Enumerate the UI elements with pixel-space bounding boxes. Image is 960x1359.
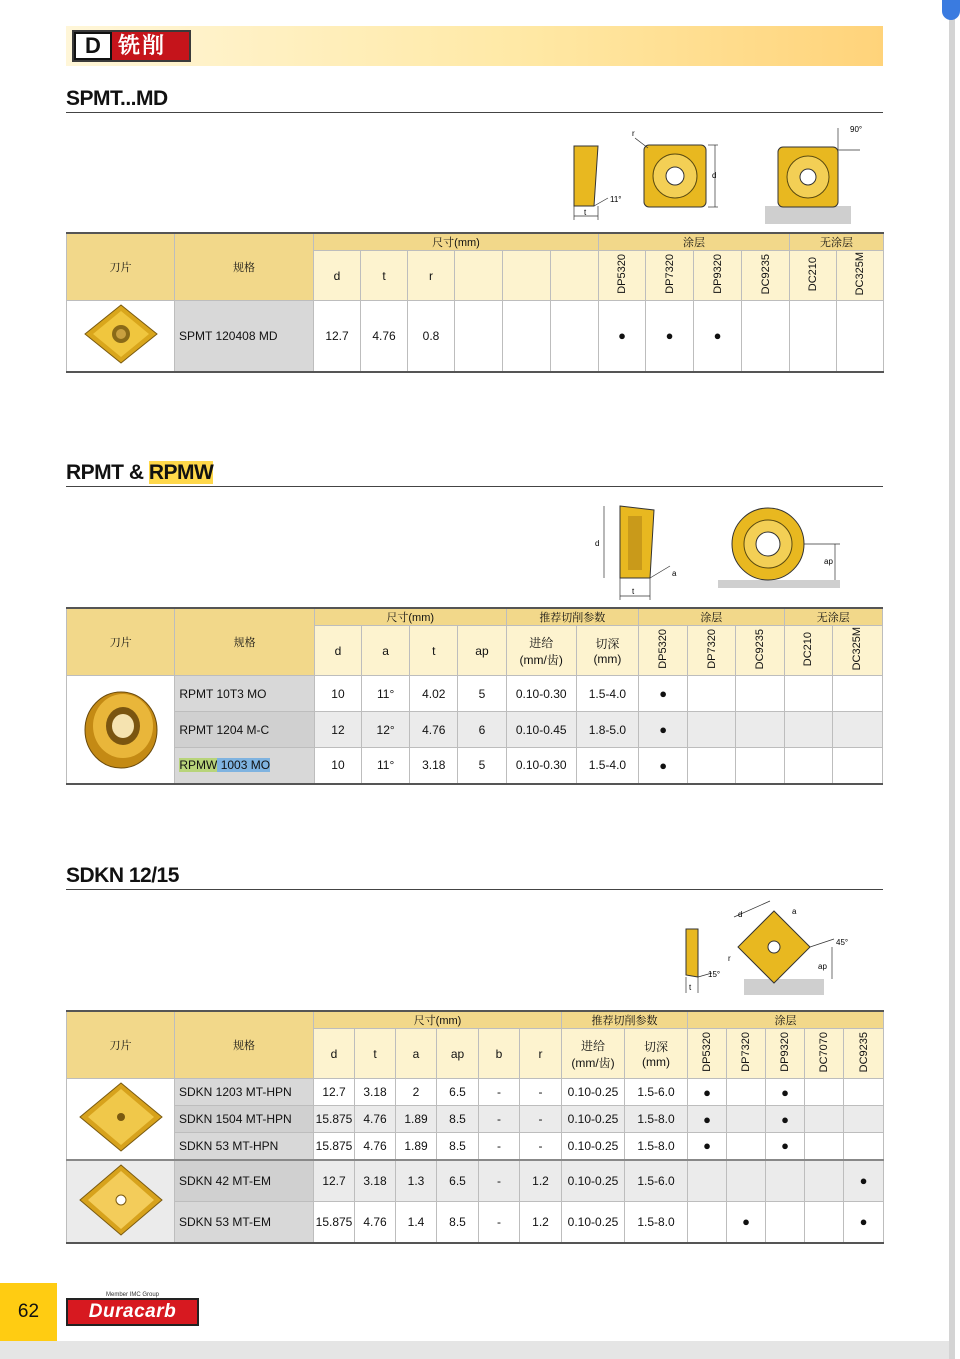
cell-d: 15.875 xyxy=(314,1201,355,1243)
header-empty xyxy=(551,251,599,301)
grade-header: DC9235 xyxy=(753,628,766,670)
cell-t: 4.76 xyxy=(355,1201,396,1243)
dim-t-label: t xyxy=(584,208,587,217)
header-empty xyxy=(455,251,503,301)
spec-cell: SDKN 1504 MT-HPN xyxy=(175,1106,314,1133)
grade-cell xyxy=(766,1201,805,1243)
header-feed: 进给 (mm/齿) xyxy=(506,626,576,676)
cell-ap: 6.5 xyxy=(437,1160,479,1202)
section-divider xyxy=(66,112,883,113)
dim-d-label: d xyxy=(738,910,743,919)
grade-cell: ● xyxy=(727,1201,766,1243)
header-d: d xyxy=(314,626,361,676)
dim-ap-label: ap xyxy=(824,557,833,566)
grade-cell xyxy=(844,1133,884,1160)
spmt-diagram xyxy=(560,120,863,225)
cell-r: 0.8 xyxy=(408,301,455,372)
grade-cell: ● xyxy=(844,1160,884,1202)
grade-cell xyxy=(805,1160,844,1202)
cell-d: 12.7 xyxy=(314,301,361,372)
spec-cell: SDKN 42 MT-EM xyxy=(175,1160,314,1202)
cell-ap: 8.5 xyxy=(437,1201,479,1243)
grade-cell xyxy=(805,1079,844,1106)
grade-cell xyxy=(736,748,784,784)
grade-header: DC9235 xyxy=(759,253,772,295)
header-dims: 尺寸(mm) xyxy=(314,608,506,626)
cell-a: 1.89 xyxy=(396,1106,437,1133)
page-number: 62 xyxy=(0,1283,57,1341)
header-t: t xyxy=(361,251,408,301)
header-depth: 切深 (mm) xyxy=(576,626,638,676)
cell-feed: 0.10-0.25 xyxy=(562,1106,625,1133)
dim-r-label: r xyxy=(728,954,731,963)
table-row xyxy=(67,1079,884,1106)
dim-t-label: t xyxy=(632,587,635,596)
spec-cell: SDKN 53 MT-EM xyxy=(175,1201,314,1243)
grade-cell xyxy=(805,1133,844,1160)
grade-cell: ● xyxy=(766,1106,805,1133)
cell-depth: 1.5-6.0 xyxy=(625,1079,688,1106)
grade-cell xyxy=(784,748,832,784)
table-row xyxy=(67,676,883,712)
header-ap: ap xyxy=(437,1029,479,1079)
angle-45-label: 45° xyxy=(836,938,849,947)
header-spec: 规格 xyxy=(175,233,314,301)
dim-a-label: a xyxy=(792,907,797,916)
grade-cell xyxy=(688,712,736,748)
grade-header: DC7070 xyxy=(818,1031,830,1073)
grade-header: DP5320 xyxy=(616,254,628,294)
cell-t: 4.76 xyxy=(410,712,458,748)
grade-cell xyxy=(736,712,784,748)
table-row xyxy=(67,712,883,748)
cell-r: 1.2 xyxy=(520,1201,562,1243)
grade-cell xyxy=(727,1079,766,1106)
grade-header: DP7320 xyxy=(705,629,718,669)
grade-header: DC210 xyxy=(802,631,815,667)
header-coated: 涂层 xyxy=(639,608,785,626)
grade-cell: ● xyxy=(639,712,688,748)
sdkn-table xyxy=(66,1010,884,1244)
cell-ap: 8.5 xyxy=(437,1106,479,1133)
dim-t-label: t xyxy=(689,983,692,992)
header-dims: 尺寸(mm) xyxy=(314,1011,562,1029)
cell-r: - xyxy=(520,1133,562,1160)
insert-image-sdkn-hpn xyxy=(67,1079,175,1160)
grade-cell xyxy=(727,1160,766,1202)
grade-cell xyxy=(844,1106,884,1133)
header-r: r xyxy=(408,251,455,301)
grade-cell xyxy=(805,1106,844,1133)
angle-15-label: 15° xyxy=(708,970,721,979)
cell-a: 1.4 xyxy=(396,1201,437,1243)
grade-cell xyxy=(742,301,790,372)
header-insert: 刀片 xyxy=(67,608,175,676)
section-divider xyxy=(66,889,883,890)
cell-feed: 0.10-0.25 xyxy=(562,1133,625,1160)
spec-cell: SDKN 53 MT-HPN xyxy=(175,1133,314,1160)
header-ap: ap xyxy=(458,626,506,676)
grade-cell: ● xyxy=(766,1133,805,1160)
rpmt-diagram xyxy=(590,496,850,606)
header-cut: 推荐切削参数 xyxy=(506,608,638,626)
cell-d: 15.875 xyxy=(314,1106,355,1133)
grade-header: DP7320 xyxy=(740,1032,752,1072)
cell-t: 3.18 xyxy=(355,1160,396,1202)
grade-cell xyxy=(688,676,736,712)
cell-depth: 1.5-4.0 xyxy=(576,676,638,712)
cell-depth: 1.5-8.0 xyxy=(625,1106,688,1133)
section-title-spmt: SPMT...MD xyxy=(66,87,168,110)
grade-cell xyxy=(727,1133,766,1160)
grade-cell xyxy=(837,301,884,372)
grade-cell xyxy=(832,712,882,748)
grade-cell: ● xyxy=(766,1079,805,1106)
cell-b: - xyxy=(479,1133,520,1160)
cell-ap: 5 xyxy=(458,748,506,784)
spec-cell: RPMT 10T3 MO xyxy=(175,676,315,712)
cell-a: 2 xyxy=(396,1079,437,1106)
grade-header: DC9235 xyxy=(857,1031,870,1073)
cell-t: 3.18 xyxy=(410,748,458,784)
cell-depth: 1.8-5.0 xyxy=(576,712,638,748)
cell-empty xyxy=(455,301,503,372)
insert-image-rpmt xyxy=(67,676,175,784)
logo-letter: D xyxy=(74,32,112,60)
header-empty xyxy=(503,251,551,301)
grade-cell: ● xyxy=(844,1201,884,1243)
table-row xyxy=(67,1106,884,1133)
cell-b: - xyxy=(479,1160,520,1202)
grade-cell xyxy=(832,676,882,712)
cell-feed: 0.10-0.30 xyxy=(506,676,576,712)
cell-depth: 1.5-8.0 xyxy=(625,1133,688,1160)
cell-ap: 6 xyxy=(458,712,506,748)
header-uncoated: 无涂层 xyxy=(790,233,884,251)
header-a: a xyxy=(362,626,410,676)
grade-header: DP5320 xyxy=(701,1032,713,1072)
cell-r: 1.2 xyxy=(520,1160,562,1202)
title-part: RPMT & xyxy=(66,461,149,484)
grade-cell: ● xyxy=(694,301,742,372)
cell-feed: 0.10-0.45 xyxy=(506,712,576,748)
header-coated: 涂层 xyxy=(688,1011,884,1029)
insert-image-sdkn-em xyxy=(67,1160,175,1243)
grade-cell xyxy=(688,748,736,784)
header-spec: 规格 xyxy=(175,1011,314,1079)
cell-t: 4.76 xyxy=(361,301,408,372)
spec-highlight: RPMW xyxy=(179,758,218,773)
spec-selection: 1003 MO xyxy=(217,758,271,773)
grade-cell xyxy=(790,301,837,372)
dim-ap-label: ap xyxy=(818,962,827,971)
table-row xyxy=(67,1201,884,1243)
spmt-table xyxy=(66,232,884,373)
cell-a: 11° xyxy=(362,676,410,712)
grade-header: DP5320 xyxy=(657,629,670,669)
grade-header: DP7320 xyxy=(663,254,676,294)
dim-d-label: d xyxy=(595,539,600,548)
cell-depth: 1.5-8.0 xyxy=(625,1201,688,1243)
cell-a: 1.3 xyxy=(396,1160,437,1202)
header-cut: 推荐切削参数 xyxy=(562,1011,688,1029)
header-coated: 涂层 xyxy=(599,233,790,251)
cell-ap: 6.5 xyxy=(437,1079,479,1106)
grade-cell xyxy=(805,1201,844,1243)
grade-cell xyxy=(784,712,832,748)
header-b: b xyxy=(479,1029,520,1079)
cell-b: - xyxy=(479,1201,520,1243)
cell-b: - xyxy=(479,1106,520,1133)
grade-cell: ● xyxy=(639,676,688,712)
cell-a: 11° xyxy=(362,748,410,784)
header-a: a xyxy=(396,1029,437,1079)
cell-feed: 0.10-0.25 xyxy=(562,1201,625,1243)
header-r: r xyxy=(520,1029,562,1079)
header-dims: 尺寸(mm) xyxy=(314,233,599,251)
section-divider xyxy=(66,486,883,487)
category-title: 铣削 xyxy=(118,33,167,58)
cell-d: 10 xyxy=(314,676,361,712)
grade-cell xyxy=(688,1201,727,1243)
cell-b: - xyxy=(479,1079,520,1106)
cell-t: 4.76 xyxy=(355,1133,396,1160)
cell-feed: 0.10-0.25 xyxy=(562,1079,625,1106)
dim-r-label: r xyxy=(632,129,635,138)
cell-feed: 0.10-0.30 xyxy=(506,748,576,784)
header-feed: 进给 (mm/齿) xyxy=(562,1029,625,1079)
cell-empty xyxy=(503,301,551,372)
brand-logo: Duracarb xyxy=(66,1298,199,1326)
cell-d: 12.7 xyxy=(314,1160,355,1202)
header-d: d xyxy=(314,1029,355,1079)
spec-cell: SDKN 1203 MT-HPN xyxy=(175,1079,314,1106)
brand-subtitle: Member IMC Group xyxy=(106,1292,160,1298)
spec-cell: RPMT 1204 M-C xyxy=(175,712,315,748)
angle-label: 11° xyxy=(610,195,622,204)
cell-d: 12 xyxy=(314,712,361,748)
header-spec: 规格 xyxy=(175,608,315,676)
grade-header: DC325M xyxy=(851,627,864,671)
grade-header: DP9320 xyxy=(711,254,724,294)
cell-ap: 5 xyxy=(458,676,506,712)
viewer-scrollbar[interactable] xyxy=(949,0,955,1359)
table-row xyxy=(67,1133,884,1160)
grade-cell: ● xyxy=(646,301,694,372)
section-title-rpmt xyxy=(66,461,213,485)
cell-r: - xyxy=(520,1106,562,1133)
cell-t: 4.76 xyxy=(355,1106,396,1133)
bottom-bar xyxy=(0,1341,955,1359)
cell-ap: 8.5 xyxy=(437,1133,479,1160)
cell-a: 12° xyxy=(362,712,410,748)
grade-cell: ● xyxy=(688,1106,727,1133)
grade-header: DC325M xyxy=(854,252,866,296)
grade-header: DP9320 xyxy=(779,1032,791,1072)
table-row xyxy=(67,748,883,784)
grade-cell: ● xyxy=(599,301,646,372)
rpmt-table xyxy=(66,607,883,785)
grade-cell: ● xyxy=(639,748,688,784)
header-t: t xyxy=(410,626,458,676)
cell-a: 1.89 xyxy=(396,1133,437,1160)
cell-d: 10 xyxy=(314,748,361,784)
insert-image-spmt xyxy=(67,301,175,372)
grade-cell xyxy=(844,1079,884,1106)
table-row xyxy=(67,1160,884,1202)
table-row xyxy=(67,301,884,372)
cell-t: 3.18 xyxy=(355,1079,396,1106)
grade-cell: ● xyxy=(688,1133,727,1160)
angle-90-label: 90° xyxy=(850,125,863,134)
cell-depth: 1.5-6.0 xyxy=(625,1160,688,1202)
cell-feed: 0.10-0.25 xyxy=(562,1160,625,1202)
title-highlight: RPMW xyxy=(148,461,214,484)
cell-d: 12.7 xyxy=(314,1079,355,1106)
grade-cell xyxy=(727,1106,766,1133)
grade-cell xyxy=(688,1160,727,1202)
grade-cell xyxy=(832,748,882,784)
header-uncoated: 无涂层 xyxy=(784,608,882,626)
grade-header: DC210 xyxy=(807,256,819,292)
grade-cell xyxy=(766,1160,805,1202)
sdkn-diagram xyxy=(676,897,856,999)
dim-a-label: a xyxy=(672,569,677,578)
grade-cell xyxy=(784,676,832,712)
header-insert: 刀片 xyxy=(67,1011,175,1079)
cell-t: 4.02 xyxy=(410,676,458,712)
cell-depth: 1.5-4.0 xyxy=(576,748,638,784)
header-insert: 刀片 xyxy=(67,233,175,301)
header-t: t xyxy=(355,1029,396,1079)
header-d: d xyxy=(314,251,361,301)
cell-r: - xyxy=(520,1079,562,1106)
cell-empty xyxy=(551,301,599,372)
spec-cell-selected[interactable] xyxy=(175,748,315,784)
cell-d: 15.875 xyxy=(314,1133,355,1160)
grade-cell xyxy=(736,676,784,712)
grade-cell: ● xyxy=(688,1079,727,1106)
section-title-sdkn: SDKN 12/15 xyxy=(66,864,179,887)
spec-cell: SPMT 120408 MD xyxy=(175,301,314,372)
dim-d-label: d xyxy=(712,171,717,180)
header-depth: 切深 (mm) xyxy=(625,1029,688,1079)
viewer-side-button[interactable] xyxy=(942,0,960,20)
